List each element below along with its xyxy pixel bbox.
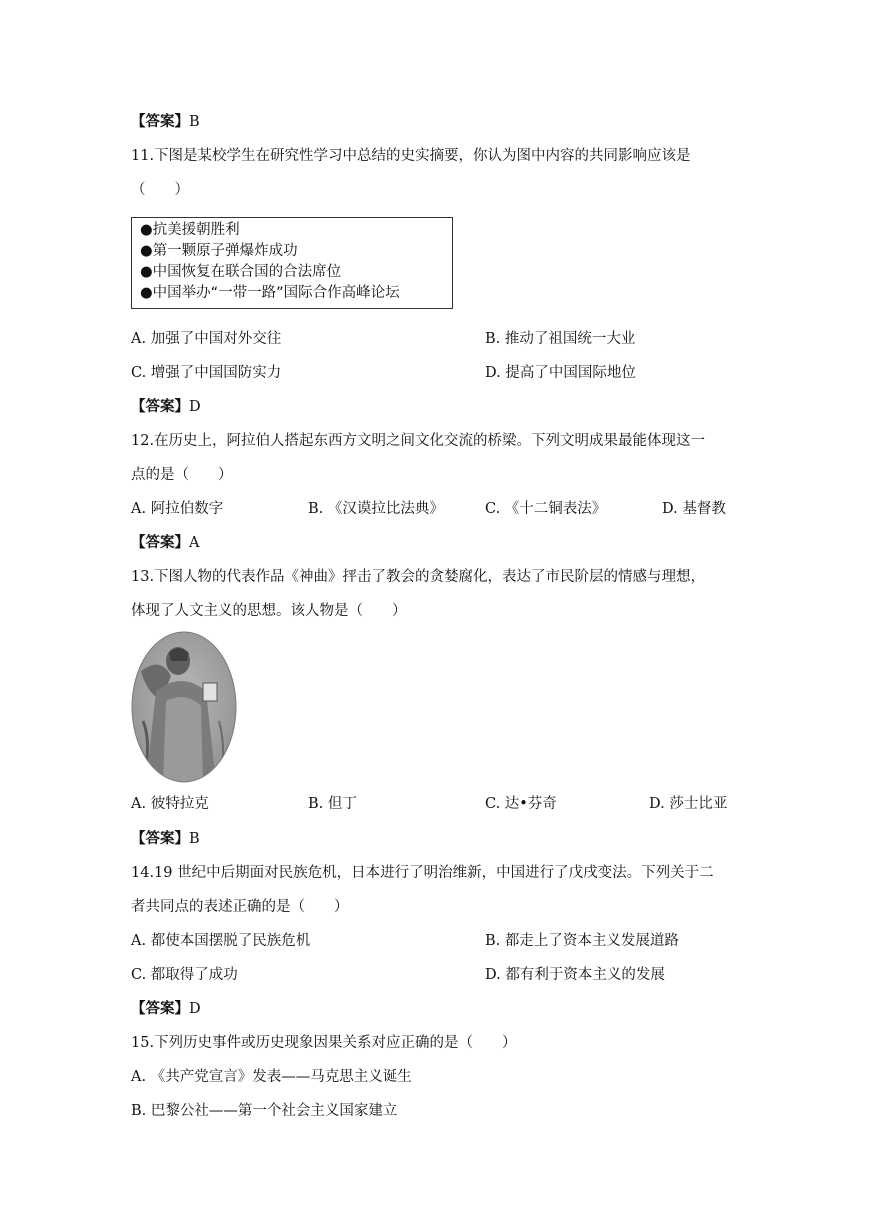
- question-12-stem-cont: 点的是（ ）: [131, 467, 233, 483]
- question-13-stem-cont: 体现了人文主义的思想。该人物是（ ）: [131, 603, 407, 619]
- answer-tag: 【答案】: [131, 831, 189, 847]
- fact-item: ●第一颗原子弹爆炸成功: [140, 243, 298, 259]
- option-a: A. 彼特拉克: [131, 796, 209, 812]
- fact-summary-box: [131, 217, 453, 309]
- option-d: D. 提高了中国国际地位: [485, 365, 636, 381]
- answer-value: A: [189, 535, 200, 551]
- option-b: B. 推动了祖国统一大业: [485, 331, 636, 347]
- answer-line-q10: [131, 112, 200, 132]
- option-c: C. 《十二铜表法》: [485, 501, 607, 517]
- question-13-stem: 13.下图人物的代表作品《神曲》抨击了教会的贪婪腐化，表达了市民阶层的情感与理想，: [131, 569, 706, 585]
- option-a: A. 加强了中国对外交往: [131, 331, 282, 347]
- fact-item: ●中国举办“一带一路”国际合作高峰论坛: [140, 285, 400, 301]
- option-d: D. 莎士比亚: [649, 796, 728, 812]
- answer-tag: 【答案】: [131, 114, 189, 130]
- answer-tag: 【答案】: [131, 1001, 189, 1017]
- answer-line-q14: [131, 999, 201, 1019]
- option-b: B. 巴黎公社——第一个社会主义国家建立: [131, 1103, 398, 1119]
- dante-portrait-image: [131, 631, 237, 783]
- answer-tag: 【答案】: [131, 535, 189, 551]
- fact-item: ●抗美援朝胜利: [140, 222, 240, 238]
- fact-item: ●中国恢复在联合国的合法席位: [140, 264, 342, 280]
- answer-value: D: [189, 399, 201, 415]
- option-a: A. 《共产党宣言》发表——马克思主义诞生: [131, 1069, 412, 1085]
- answer-value: D: [189, 1001, 201, 1017]
- option-c: C. 达•芬奇: [485, 796, 557, 812]
- option-a: A. 阿拉伯数字: [131, 501, 224, 517]
- option-b: B. 都走上了资本主义发展道路: [485, 933, 679, 949]
- option-b: B. 但丁: [308, 796, 357, 812]
- option-c: C. 增强了中国国防实力: [131, 365, 282, 381]
- question-15-stem: 15.下列历史事件或历史现象因果关系对应正确的是（ ）: [131, 1035, 517, 1051]
- answer-line-q13: [131, 829, 200, 849]
- question-11-paren: （ ）: [131, 182, 189, 198]
- answer-value: B: [189, 114, 200, 130]
- option-b: B. 《汉谟拉比法典》: [308, 501, 444, 517]
- answer-line-q12: [131, 533, 199, 553]
- question-14-stem: 14.19 世纪中后期面对民族危机，日本进行了明治维新，中国进行了戊戌变法。下列关于二: [131, 865, 714, 881]
- question-14-stem-cont: 者共同点的表述正确的是（ ）: [131, 899, 349, 915]
- option-d: D. 基督教: [662, 501, 726, 517]
- answer-line-q11: [131, 397, 201, 417]
- answer-value: B: [189, 831, 200, 847]
- option-c: C. 都取得了成功: [131, 967, 238, 983]
- question-12-stem: 12.在历史上，阿拉伯人搭起东西方文明之间文化交流的桥梁。下列文明成果最能体现这一: [131, 433, 706, 449]
- question-11-stem: 11.下图是某校学生在研究性学习中总结的史实摘要，你认为图中内容的共同影响应该是: [131, 148, 691, 164]
- option-d: D. 都有利于资本主义的发展: [485, 967, 665, 983]
- option-a: A. 都使本国摆脱了民族危机: [131, 933, 311, 949]
- answer-tag: 【答案】: [131, 399, 189, 415]
